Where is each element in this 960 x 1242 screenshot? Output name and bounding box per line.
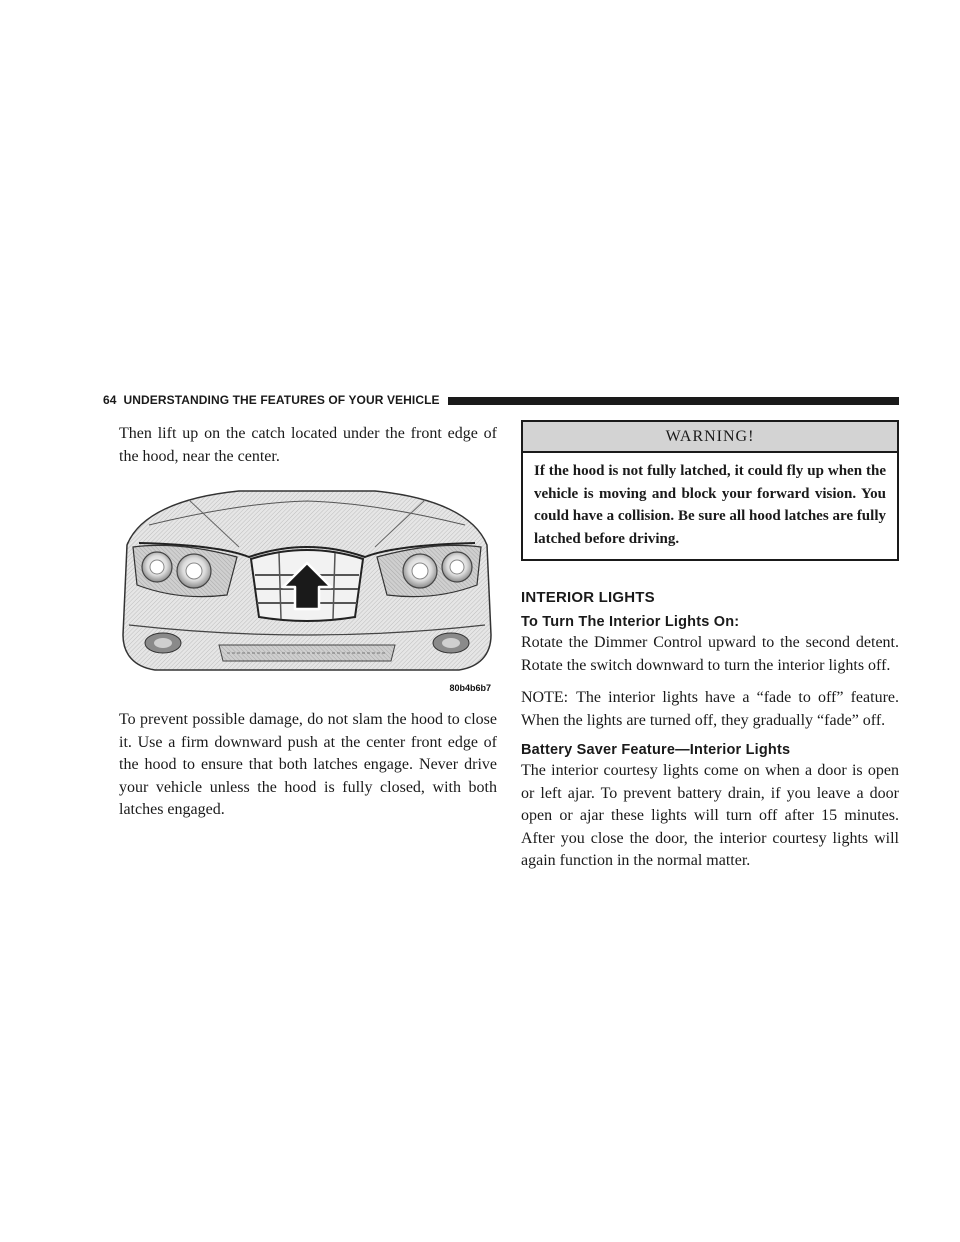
warning-title: WARNING! bbox=[523, 422, 897, 453]
note-label: NOTE: bbox=[521, 689, 569, 706]
section-heading: INTERIOR LIGHTS bbox=[521, 589, 655, 606]
note-text: The interior lights have a “fade to off” feature. When the lights are turned off, they gradually “fade” off. bbox=[521, 689, 899, 729]
header-rule bbox=[448, 397, 899, 405]
left-column bbox=[119, 423, 497, 822]
page-header bbox=[103, 390, 899, 410]
turn-on-paragraph: Rotate the Dimmer Control upward to the second detent. Rotate the switch downward to turn the interior lights off. bbox=[521, 634, 899, 674]
right-column bbox=[521, 420, 899, 873]
intro-paragraph: Then lift up on the catch located under the front edge of the hood, near the center. bbox=[119, 425, 497, 465]
subheading-battery-saver: Battery Saver Feature—Interior Lights bbox=[521, 742, 791, 758]
header-text bbox=[103, 393, 440, 407]
warning-box bbox=[521, 420, 899, 561]
hood-latch-figure bbox=[119, 485, 495, 695]
battery-saver-paragraph: The interior courtesy lights come on when a door is open or left ajar. To prevent battery drain, if you leave a door open or ajar these lights will turn off after 15 minutes. After you close the door, the interior courtesy lights will again function in the normal matter. bbox=[521, 762, 899, 869]
figure-code: 80b4b6b7 bbox=[449, 683, 491, 693]
car-front-illustration bbox=[119, 485, 495, 695]
warning-text: If the hood is not fully latched, it could fly up when the vehicle is moving and block your forward vision. You could have a collision. Be sure all hood latches are fully latched before driving. bbox=[534, 463, 886, 547]
running-title: UNDERSTANDING THE FEATURES OF YOUR VEHICLE bbox=[123, 393, 440, 407]
hood-close-paragraph: To prevent possible damage, do not slam the hood to close it. Use a firm downward push at the center front edge of the hood to ensure that both latches engage. Never drive your vehicle unless the hood is fully closed, with both latches engaged. bbox=[119, 711, 497, 818]
page-number: 64 bbox=[103, 393, 117, 407]
subheading-turn-on: To Turn The Interior Lights On: bbox=[521, 614, 740, 630]
note-paragraph bbox=[521, 687, 899, 732]
